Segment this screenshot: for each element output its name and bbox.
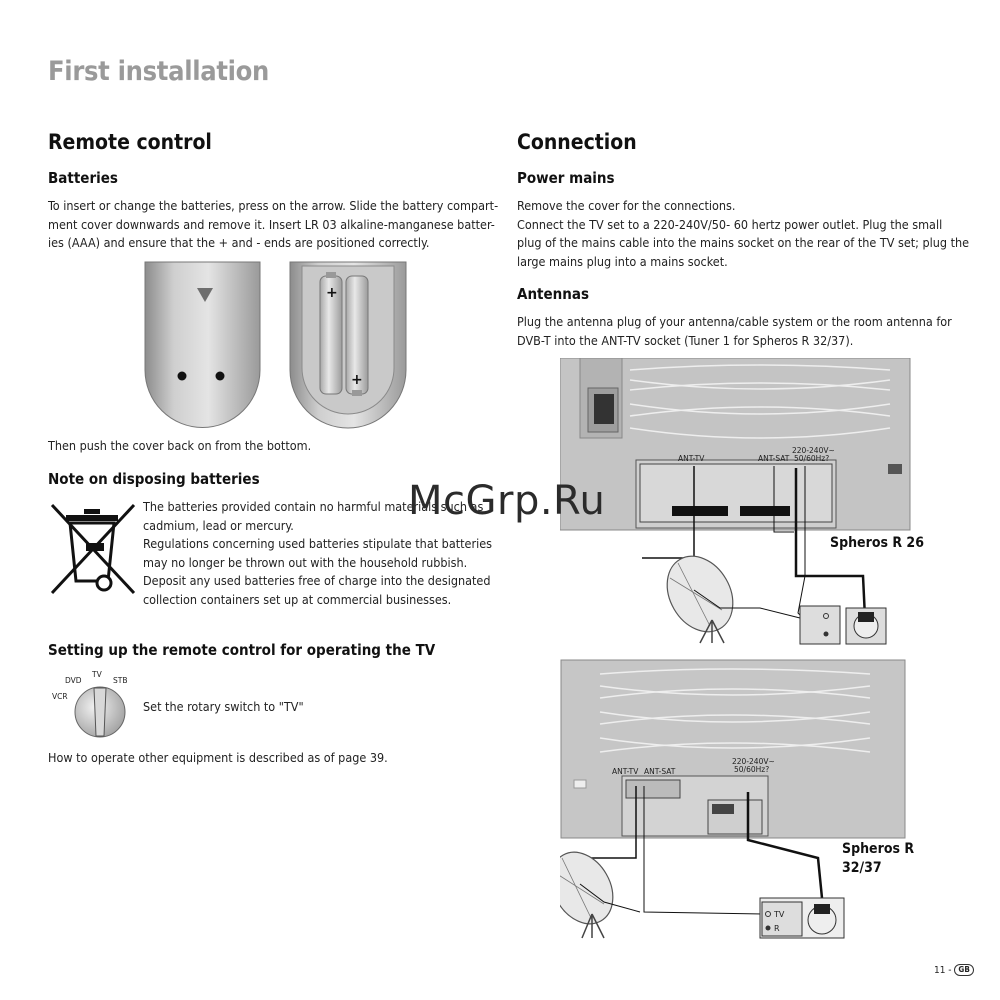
text-line: plug of the mains cable into the mains socket on the rear of the TV set; plug the: [517, 235, 970, 251]
switch-label-dvd: DVD: [65, 676, 82, 685]
dot-icon: [178, 372, 187, 381]
text-line: large mains plug into a mains socket.: [517, 253, 728, 269]
text-line: Regulations concerning used batteries stipulate that batteries: [143, 536, 492, 552]
page-number-text: 11 -: [934, 965, 952, 976]
remote-control-heading: Remote control: [48, 130, 212, 154]
setup-heading: Setting up the remote control for operating the TV: [48, 641, 436, 659]
batteries-text: [48, 197, 498, 253]
switch-label-tv: TV: [92, 670, 102, 679]
power-label-line2: 50/60Hz?: [794, 454, 830, 463]
switch-label-stb: STB: [113, 676, 128, 685]
port-label-ant-tv: ANT-TV: [678, 454, 705, 463]
port-label-ant-tv: ANT-TV: [612, 767, 639, 776]
plus-sign: +: [326, 285, 338, 301]
text-line: collection containers set up at commercial businesses.: [143, 591, 452, 607]
wall-label-tv: TV: [774, 910, 785, 919]
rotary-instruction: Set the rotary switch to "TV": [143, 699, 304, 714]
power-mains-text: [517, 197, 969, 271]
connection-heading: Connection: [517, 130, 637, 154]
port-label-ant-sat: ANT-SAT: [758, 454, 790, 463]
rotary-switch-illustration: [50, 668, 140, 740]
text-line: DVB-T into the ANT-TV socket (Tuner 1 for Spheros R 32/37).: [517, 332, 854, 348]
text-line: Connect the TV set to a 220-240V/50- 60 hertz power outlet. Plug the small: [517, 216, 943, 232]
text-line: may no longer be thrown out with the household rubbish.: [143, 554, 468, 570]
spheros-r26-connection-diagram: [560, 358, 912, 648]
switch-label-vcr: VCR: [52, 692, 68, 701]
satellite-dish-icon: [560, 841, 640, 938]
power-label-line1: 220-240V~: [792, 446, 835, 455]
wall-socket: [760, 898, 844, 938]
dot-icon: [216, 372, 225, 381]
disposal-heading: Note on disposing batteries: [48, 470, 260, 488]
text-line: Remove the cover for the connections.: [517, 198, 736, 213]
satellite-dish-icon: [654, 544, 808, 643]
language-badge: GB: [954, 964, 973, 976]
crossed-bin-icon: [48, 503, 138, 595]
model-line: Spheros R: [842, 841, 915, 857]
text-line: To insert or change the batteries, press on the arrow. Slide the battery compart-: [48, 198, 499, 213]
plus-sign: +: [351, 372, 363, 388]
port-label-ant-sat: ANT-SAT: [644, 767, 676, 776]
page-number: [934, 964, 974, 976]
antennas-heading: Antennas: [517, 285, 590, 303]
remote-battery-illustration: [140, 260, 412, 432]
model-label-r26: Spheros R 26: [830, 535, 924, 551]
tv-rear-panel: [561, 660, 905, 838]
power-label-line1: 220-240V~: [732, 757, 775, 766]
text-line: Plug the antenna plug of your antenna/cable system or the room antenna for: [517, 314, 952, 329]
power-mains-heading: Power mains: [517, 169, 615, 187]
remote-back-closed: [145, 262, 260, 428]
batteries-heading: Batteries: [48, 169, 118, 187]
wall-socket: [800, 606, 886, 644]
text-line: Deposit any used batteries free of charge into the designated: [143, 573, 491, 589]
wall-label-r: R: [774, 924, 780, 933]
spheros-r32-37-connection-diagram: [560, 658, 915, 944]
other-equipment-text: How to operate other equipment is described as of page 39.: [48, 750, 388, 765]
text-line: cadmium, lead or mercury.: [143, 517, 294, 533]
tv-rear-panel: [560, 358, 910, 530]
power-label-line2: 50/60Hz?: [734, 765, 770, 774]
remote-back-open: [290, 262, 406, 428]
cover-back-text: Then push the cover back on from the bottom.: [48, 438, 312, 453]
model-label-r32-37: [842, 840, 914, 878]
text-line: ies (AAA) and ensure that the + and - ends are positioned correctly.: [48, 235, 430, 251]
model-line: 32/37: [842, 860, 882, 876]
text-line: ment cover downwards and remove it. Insert LR 03 alkaline-manganese batter-: [48, 216, 495, 232]
text-line: The batteries provided contain no harmful materials such as: [143, 499, 484, 514]
watermark: McGrp.Ru: [408, 478, 606, 524]
page-title: First installation: [48, 56, 270, 87]
antennas-text: [517, 313, 952, 350]
